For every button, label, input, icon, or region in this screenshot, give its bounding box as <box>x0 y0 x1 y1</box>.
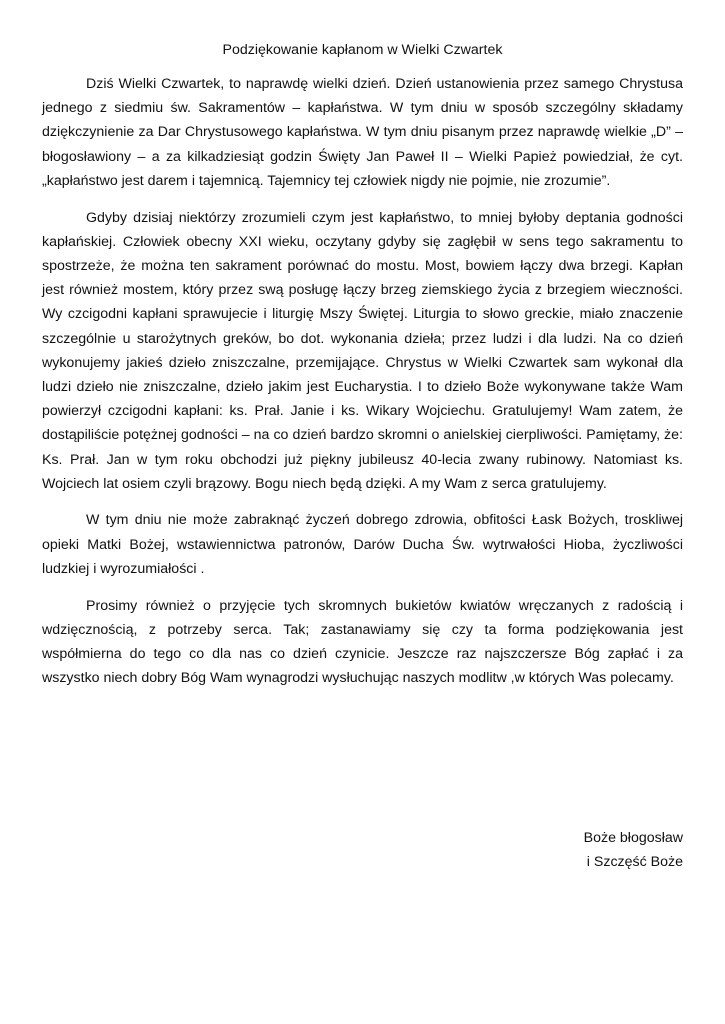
paragraph-4: Prosimy również o przyjęcie tych skromnych bukietów kwiatów wręczanych z radością i wdzięcznością, z potrzeby serca. Tak; zastanawiamy się czy ta forma podziękowania jest współmierna do tego co dla nas co dzień czynicie. Jeszcze raz najszczersze Bóg zapłać i za wszystko niech dobry Bóg Wam wynagrodzi wysłuchując naszych modlitw ,w których Was polecamy. <box>42 597 683 687</box>
closing-line-2: i Szczęść Boże <box>586 854 683 870</box>
paragraph-2: Gdyby dzisiaj niektórzy zrozumieli czym jest kapłaństwo, to mniej byłoby deptania godności kapłańskiej. Człowiek obecny XXI wieku, oczytany gdyby się zagłębił w sens tego sakramentu to spostrzeże, że można ten sakrament porównać do mostu. Most, bowiem łączy dwa brzegi. Kapłan jest również mostem, który przez swą posługę łączy brzeg ziemskiego życia z brzegiem wieczności. Wy czcigodni kapłani sprawujecie i liturgię Mszy Świętej. Liturgia to słowo greckie, miało znaczenie szczególnie u starożytnych greków, bo dot. wykonania dzieła; przez ludzi i dla ludzi. Na co dzień wykonujemy jakieś dzieło zniszczalne, przemijające. Chrystus w Wielki Czwartek sam wykonał dla ludzi dzieło nie zniszczalne, dzieło jakim jest Eucharystia. I to dzieło Boże wykonywane także Wam powierzył czcigodni kapłani: ks. Prał. Janie i ks. Wikary Wojciechu. Gratulujemy! Wam zatem, że dostąpiliście potężnej godności – na co dzień bardzo skromni o anielskiej cierpliwości. Pamiętamy, że: Ks. Prał. Jan w tym roku obchodzi już piękny jubileusz 40-lecia zwany rubinowy. Natomiast ks. Wojciech lat osiem czyli brązowy. Bogu niech będą dzięki. A my Wam z serca gratulujemy. <box>42 209 683 492</box>
document-page <box>42 38 683 870</box>
paragraph-3: W tym dniu nie może zabraknąć życzeń dobrego zdrowia, obfitości Łask Bożych, troskliwej opieki Matki Bożej, wstawiennictwa patronów, Darów Ducha Św. wytrwałości Hioba, życzliwości ludzkiej i wyrozumiałości . <box>42 512 683 577</box>
document-title: Podziękowanie kapłanom w Wielki Czwartek <box>222 42 503 58</box>
closing-line-1: Boże błogosław <box>583 830 683 846</box>
closing-blessing <box>584 826 683 874</box>
paragraph-1: Dziś Wielki Czwartek, to naprawdę wielki dzień. Dzień ustanowienia przez samego Chrystusa jednego z siedmiu św. Sakramentów – kapłaństwa. W tym dniu w sposób szczególny składamy dziękczynienie za Dar Chrystusowego kapłaństwa. W tym dniu pisanym przez naprawdę wielkie „D” – błogosławiony – a za kilkadziesiąt godzin Święty Jan Paweł II – Wielki Papież powiedział, że cyt. „kapłaństwo jest darem i tajemnicą. Tajemnicy tej człowiek nigdy nie pojmie, nie zrozumie”. <box>42 76 683 189</box>
